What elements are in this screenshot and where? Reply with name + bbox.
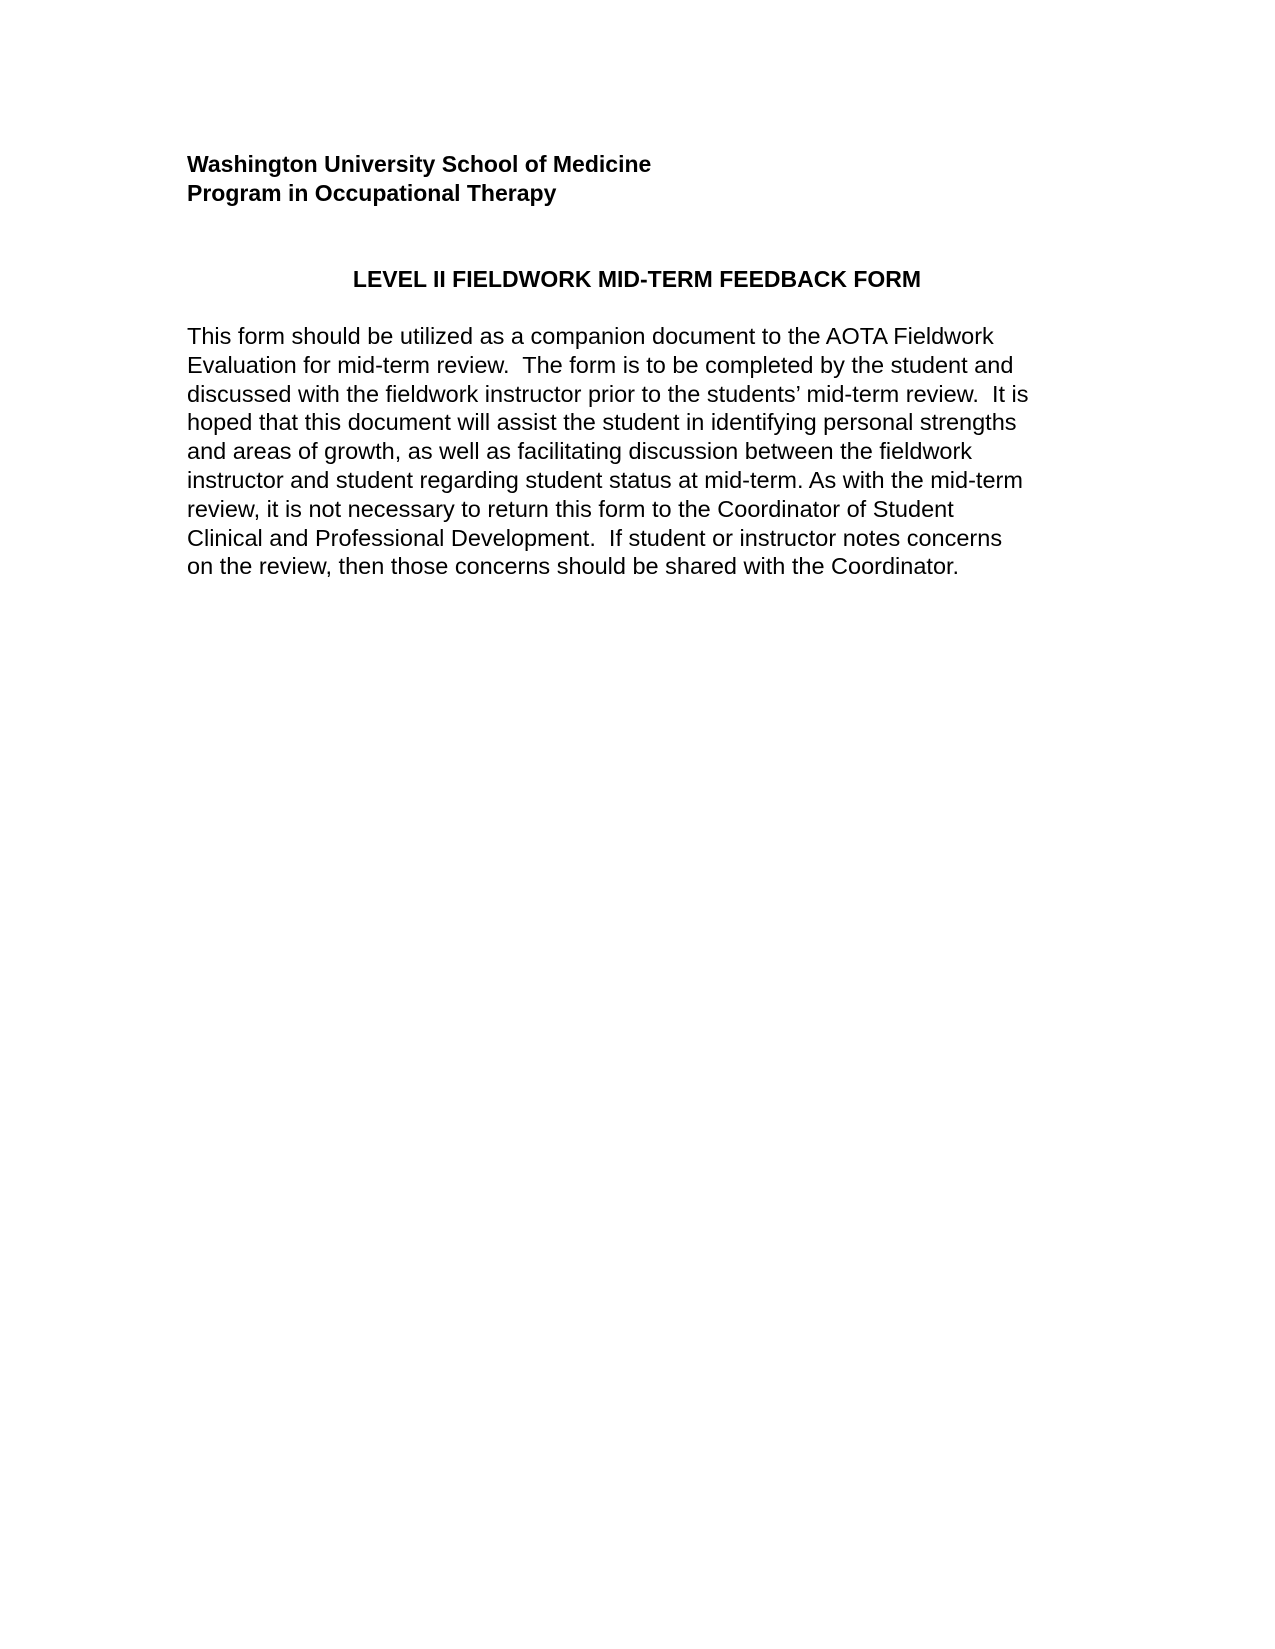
program-name: Program in Occupational Therapy	[187, 180, 557, 206]
intro-line: on the review, then those concerns should be shared with the Coordinator.	[187, 553, 960, 580]
intro-line: Clinical and Professional Development. If student or instructor notes concerns	[187, 524, 1003, 551]
document-header	[187, 150, 651, 208]
intro-line: review, it is not necessary to return this form to the Coordinator of Student	[187, 495, 954, 522]
intro-paragraph	[187, 322, 1107, 581]
intro-line: This form should be utilized as a companion document to the AOTA Fieldwork	[187, 323, 994, 349]
intro-line: instructor and student regarding student status at mid-term. As with the mid-term	[187, 466, 1023, 493]
form-title: LEVEL II FIELDWORK MID-TERM FEEDBACK FORM	[352, 266, 922, 292]
intro-line: hoped that this document will assist the student in identifying personal strengths	[187, 409, 1017, 436]
institution-name: Washington University School of Medicine	[187, 151, 652, 177]
intro-line: Evaluation for mid-term review. The form is to be completed by the student and	[187, 351, 1014, 378]
intro-line: and areas of growth, as well as facilitating discussion between the fieldwork	[187, 438, 973, 465]
intro-line: discussed with the fieldwork instructor prior to the students’ mid-term review. It is	[187, 380, 1029, 407]
